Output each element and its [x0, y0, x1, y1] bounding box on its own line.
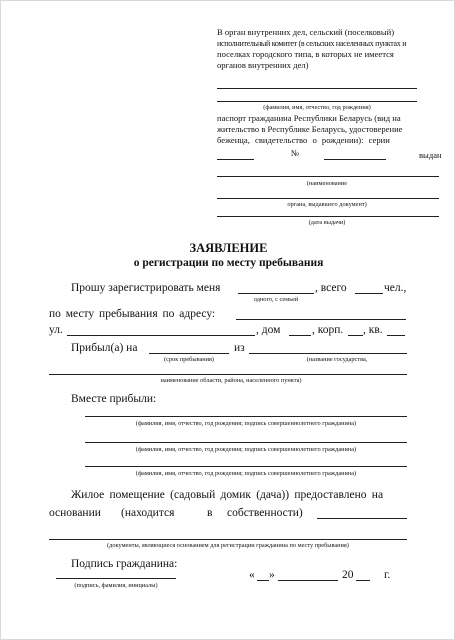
housing-basis: основании [49, 507, 101, 519]
number-line [324, 159, 386, 160]
document-subtitle: о регистрации по месту пребывания [133, 257, 324, 269]
signature-label: Подпись гражданина: [71, 558, 178, 570]
term-line[interactable] [149, 353, 229, 354]
housing-text-1: Жилое помещение (садовый домик (дача)) предоставлено на [71, 489, 384, 501]
hint-term: (срок пребывания) [164, 356, 214, 363]
housing-ownership: собственности) [227, 507, 303, 519]
docs-line[interactable] [49, 539, 407, 540]
housing-in: в [207, 507, 213, 519]
day-line[interactable] [257, 580, 269, 581]
fio-line-1 [217, 88, 417, 89]
header-line-4: органов внутренних дел) [217, 60, 309, 70]
person-3-line[interactable] [85, 466, 407, 467]
total-label: , всего [315, 282, 347, 294]
hint-person-3: (фамилия, имя, отчество, год рождения; подпись совершеннолетнего гражданина) [135, 470, 357, 477]
building-line[interactable] [348, 335, 363, 336]
hint-country: (название государства, [306, 356, 368, 363]
header-line-3: поселках городского типа, в которых не имеется [217, 49, 394, 59]
request-text: Прошу зарегистрировать меня [71, 282, 221, 294]
passport-line-1: паспорт гражданина Республики Беларусь (вид на [217, 113, 401, 123]
month-line[interactable] [278, 580, 338, 581]
hint-family: одного, с семьей [253, 296, 299, 303]
date-issue-line [217, 216, 439, 217]
count-line[interactable] [355, 293, 383, 294]
house-line[interactable] [289, 335, 311, 336]
hint-docs: (документы, являющиеся основанием для регистрации гражданина по месту пребывания) [107, 542, 349, 549]
flat-label: , кв. [363, 324, 383, 336]
country-line[interactable] [249, 353, 407, 354]
together-label: Вместе прибыли: [71, 393, 157, 405]
fio-line-2 [217, 101, 417, 102]
hint-name: (наименование [306, 180, 348, 187]
address-line[interactable] [236, 319, 406, 320]
hint-organ: органа, выдавшего документ) [287, 201, 367, 208]
date-quote-close: » [269, 569, 275, 581]
passport-line-3: беженца, свидетельство о рождении): серии [217, 135, 390, 145]
hint-signature: (подпись, фамилия, инициалы) [74, 582, 158, 589]
building-label: , корп. [312, 324, 344, 336]
series-line [217, 159, 254, 160]
street-line[interactable] [67, 335, 255, 336]
header-line-1: В орган внутренних дел, сельский (поселковый) [217, 27, 395, 37]
hint-person-1: (фамилия, имя, отчество, год рождения; подпись совершеннолетнего гражданина) [135, 420, 357, 427]
hint-region: наименование области, района, населенного пункта) [160, 377, 302, 384]
family-line[interactable] [238, 293, 314, 294]
date-quote-open: « [249, 569, 255, 581]
header-line-2: исполнительный комитет (в сельских населенных пунктах и [217, 39, 407, 48]
address-label: по месту пребывания по адресу: [49, 308, 216, 320]
issued-label: выдан [419, 150, 442, 160]
passport-line-2: жительство в Республике Беларусь, удостоверение [217, 124, 403, 134]
arrived-label: Прибыл(а) на [71, 342, 138, 354]
street-label: ул. [49, 324, 63, 336]
year-prefix: 20 [342, 569, 354, 581]
region-line[interactable] [49, 374, 407, 375]
signature-line[interactable] [56, 578, 176, 579]
hint-fio: (фамилия, имя, отчество, год рождения) [263, 104, 371, 111]
persons-label: чел., [384, 282, 407, 294]
basis-line[interactable] [317, 518, 407, 519]
person-2-line[interactable] [85, 442, 407, 443]
document-title: ЗАЯВЛЕНИЕ [189, 241, 268, 255]
year-line[interactable] [356, 580, 370, 581]
housing-located: (находится [121, 507, 175, 519]
issuer-line-1 [217, 176, 439, 177]
number-sign: № [291, 148, 300, 158]
hint-date: (дата выдачи) [308, 219, 346, 226]
person-1-line[interactable] [85, 416, 407, 417]
hint-person-2: (фамилия, имя, отчество, год рождения; подпись совершеннолетнего гражданина) [135, 446, 357, 453]
year-suffix: г. [384, 569, 391, 581]
from-label: из [234, 342, 245, 354]
house-label: , дом [256, 324, 281, 336]
issuer-line-2 [217, 198, 439, 199]
flat-line[interactable] [387, 335, 405, 336]
